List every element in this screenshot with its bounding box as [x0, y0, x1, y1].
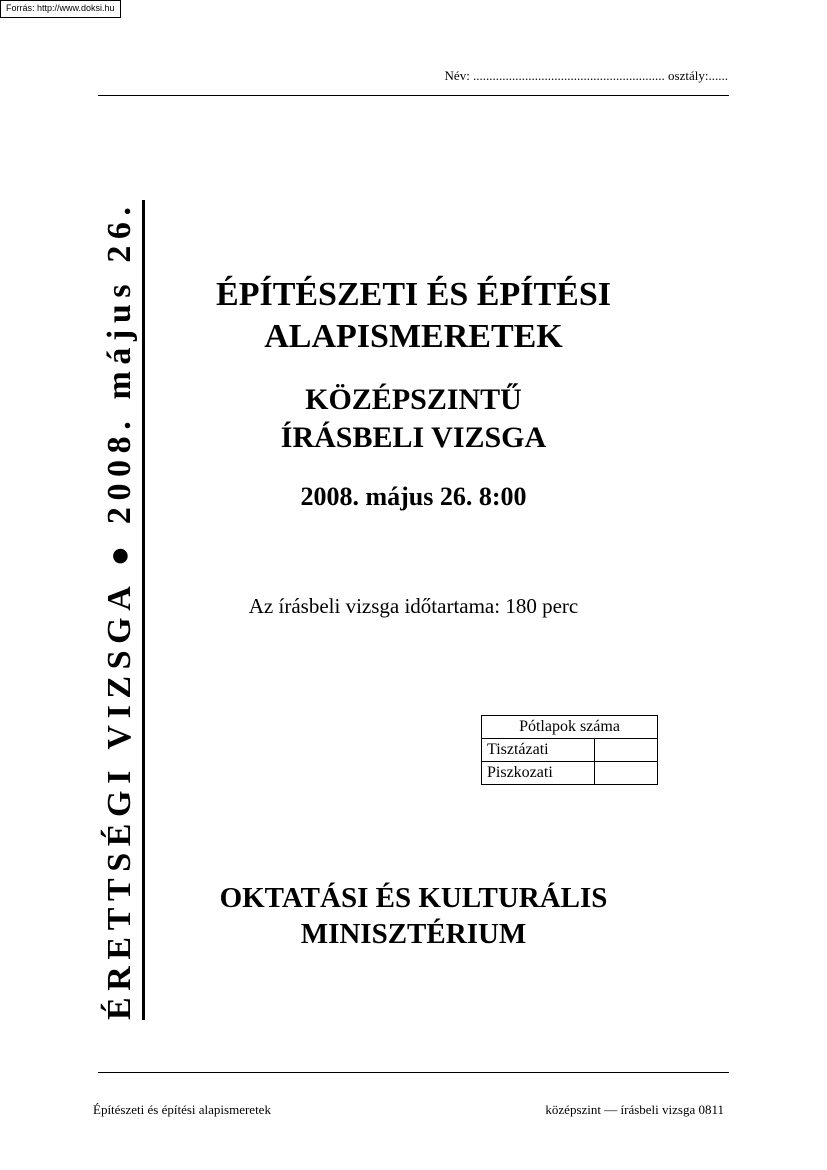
table-row: [482, 739, 658, 762]
top-divider: [98, 95, 729, 96]
extra-sheets-row-label: Piszkozati: [482, 762, 595, 785]
exam-duration: Az írásbeli vizsga időtartama: 180 perc: [248, 594, 579, 618]
source-text: Forrás: http://www.doksi.hu: [6, 3, 115, 13]
exam-date: 2008. május 26. 8:00: [300, 482, 527, 511]
exam-level-line-1: KÖZÉPSZINTŰ: [305, 383, 522, 416]
bottom-divider: [98, 1072, 729, 1073]
vertical-exam-band: [100, 150, 145, 1020]
footer-subject: Építészeti és építési alapismeretek: [93, 1102, 271, 1117]
source-tag: [0, 0, 121, 18]
extra-sheets-row-label: Tisztázati: [482, 739, 595, 762]
ministry-line-2: MINISZTÉRIUM: [300, 918, 527, 950]
exam-title-line-1: ÉPÍTÉSZETI ÉS ÉPÍTÉSI: [216, 276, 611, 313]
table-row: [482, 762, 658, 785]
exam-level-title: [155, 381, 672, 457]
extra-sheets-header: Pótlapok száma: [482, 716, 658, 739]
exam-level-line-2: ÍRÁSBELI VIZSGA: [280, 421, 547, 454]
exam-title: [155, 274, 672, 358]
extra-sheets-table: [481, 715, 658, 785]
exam-title-line-2: ALAPISMERETEK: [264, 318, 563, 355]
extra-sheets-count-field[interactable]: [595, 739, 658, 762]
extra-sheets-count-field[interactable]: [595, 762, 658, 785]
ministry-line-1: OKTATÁSI ÉS KULTURÁLIS: [219, 882, 608, 914]
footer-exam-code: középszint — írásbeli vizsga 0811: [545, 1102, 724, 1117]
name-class-field-line: Név: ........................................................... osztály:......: [444, 68, 728, 83]
ministry-name: [155, 880, 672, 952]
vertical-band-text: ÉRETTSÉGI VIZSGA ● 2008. május 26.: [100, 200, 145, 1020]
